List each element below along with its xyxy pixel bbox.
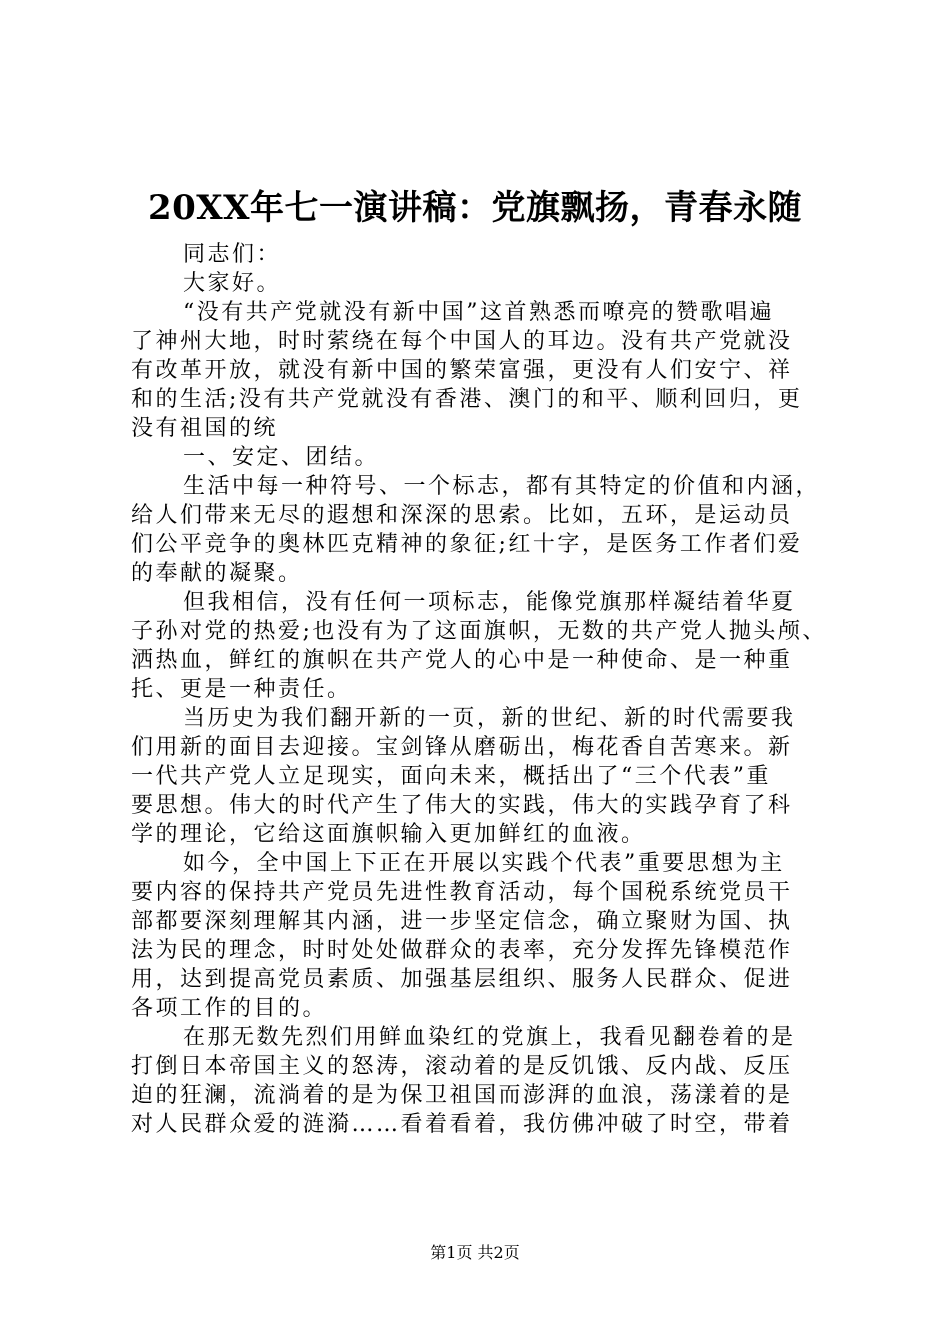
text-line: 如今，全中国上下正在开展以实践个代表”重要思想为主 xyxy=(183,851,785,876)
document-body xyxy=(131,240,831,1139)
page-footer: 第1页 共2页 xyxy=(430,1243,520,1262)
text-line: 法为民的理念，时时处处做群众的表率，充分发挥先锋模范作 xyxy=(131,938,793,963)
text-line: 用，达到提高党员素质、加强基层组织、服务人民群众、促进 xyxy=(131,967,793,992)
text-line: 们公平竞争的奥林匹克精神的象征;红十字，是医务工作者们爱 xyxy=(131,532,803,557)
text-line: 对人民群众爱的涟漪……看着看着，我仿佛冲破了时空，带着 xyxy=(131,1112,793,1137)
text-line: 大家好。 xyxy=(183,271,282,296)
text-line: 迫的狂澜，流淌着的是为保卫祖国而澎湃的血浪，荡漾着的是 xyxy=(131,1083,793,1108)
text-line: 一、安定、团结。 xyxy=(183,445,380,470)
text-line: 和的生活;没有共产党就没有香港、澳门的和平、顺利回归，更 xyxy=(131,387,803,412)
text-line: 同志们： xyxy=(183,242,282,267)
text-line: 当历史为我们翻开新的一页，新的世纪、新的时代需要我 xyxy=(183,706,796,731)
text-line: 但我相信，没有任何一项标志，能像党旗那样凝结着华夏 xyxy=(183,590,796,615)
text-line: 给人们带来无尽的遐想和深深的思索。比如，五环，是运动员 xyxy=(131,503,793,528)
document-title: 20XX年七一演讲稿：党旗飘扬，青春永随 xyxy=(147,188,803,228)
text-line: 一代共产党人立足现实，面向未来，概括出了“三个代表”重 xyxy=(131,764,771,789)
text-line: 的奉献的凝聚。 xyxy=(131,561,303,586)
text-line: 学的理论，它给这面旗帜输入更加鲜红的血液。 xyxy=(131,822,646,847)
text-line: 洒热血，鲜红的旗帜在共产党人的心中是一种使命、是一种重 xyxy=(131,648,793,673)
text-line: 托、更是一种责任。 xyxy=(131,677,352,702)
text-line: 了神州大地，时时萦绕在每个中国人的耳边。没有共产党就没 xyxy=(131,329,793,354)
text-line: “没有共产党就没有新中国”这首熟悉而嘹亮的赞歌唱遍 xyxy=(183,300,774,325)
text-line: 有改革开放，就没有新中国的繁荣富强，更没有人们安宁、祥 xyxy=(131,358,793,383)
text-line: 要思想。伟大的时代产生了伟大的实践，伟大的实践孕育了科 xyxy=(131,793,793,818)
text-line: 各项工作的目的。 xyxy=(131,996,328,1021)
text-line: 要内容的保持共产党员先进性教育活动，每个国税系统党员干 xyxy=(131,880,793,905)
text-line: 们用新的面目去迎接。宝剑锋从磨砺出，梅花香自苦寒来。新 xyxy=(131,735,793,760)
text-line: 生活中每一种符号、一个标志，都有其特定的价值和内涵， xyxy=(183,474,821,499)
text-line: 在那无数先烈们用鲜血染红的党旗上，我看见翻卷着的是 xyxy=(183,1025,796,1050)
text-line: 子孙对党的热爱;也没有为了这面旗帜，无数的共产党人抛头颅、 xyxy=(131,619,827,644)
text-line: 部都要深刻理解其内涵，进一步坚定信念，确立聚财为国、执 xyxy=(131,909,793,934)
text-line: 没有祖国的统 xyxy=(131,416,279,441)
text-line: 打倒日本帝国主义的怒涛，滚动着的是反饥饿、反内战、反压 xyxy=(131,1054,793,1079)
